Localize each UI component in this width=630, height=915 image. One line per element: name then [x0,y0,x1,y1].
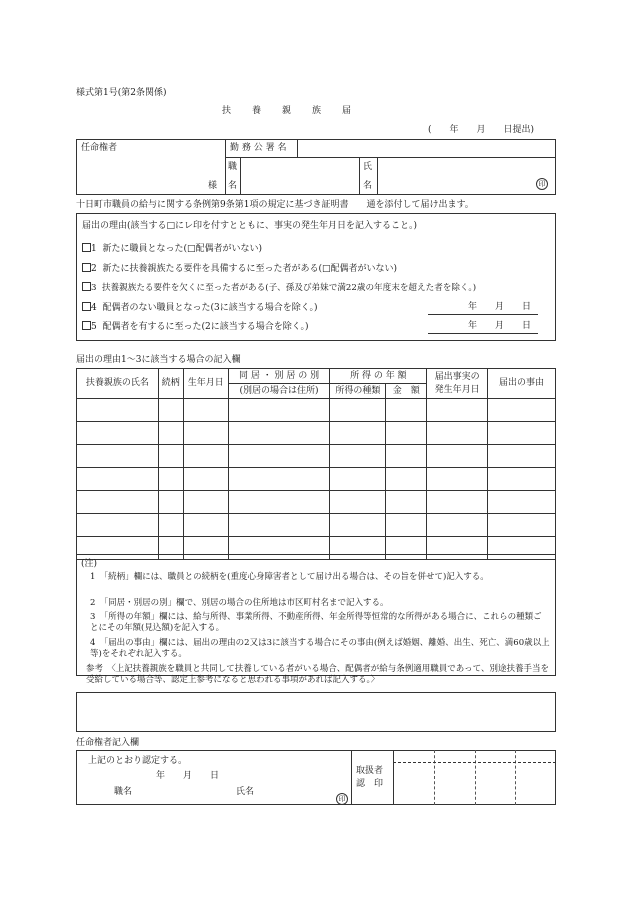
approver-job-label: 職名 [114,787,133,797]
reason-text: 新たに扶養親族たる要件を具備するに至った者がある(□配偶者がいない) [102,264,397,274]
appointer-label: 任命権者 [81,143,118,153]
note-4: 4 「届出の事由」欄には、届出の理由の2又は3に該当する場合にその事由(例えば婚姻、離婚、出生、死亡、満60歳以上等)をそれぞれ記入する。 [90,638,550,659]
col-occurrence: 届出事実の 発生年月日 [427,369,488,399]
table-row [77,514,556,537]
name-label-1: 氏 [363,162,373,172]
checkbox[interactable] [82,321,91,330]
table-caption: 届出の理由1～3に該当する場合の記入欄 [76,355,241,365]
date-submitted: ( 年 月 日提出) [428,125,535,135]
reference-box[interactable] [76,692,556,732]
reason-text: 扶養親族たる要件を欠くに至った者がある(子、孫及び弟妹で満22歳の年度末を超えた者を除く。) [101,283,477,293]
name-label-2: 名 [363,181,373,191]
appointer-caption: 任命権者記入欄 [76,738,140,748]
handler-label-2: 認 印 [356,779,384,789]
col-reason: 届出の事由 [488,369,556,399]
note-1: 1 「続柄」欄には、職員との続柄を(重度心身障害者として届け出る場合は、その旨を併せて)記入する。 [90,572,489,582]
col-income-amount: 金 額 [386,384,427,399]
reason-num: 2 [91,264,97,274]
sama-label: 様 [208,181,218,191]
table-row [77,491,556,514]
reason-num: 3 [91,283,97,293]
applicant-box [76,139,556,195]
approval-text: 上記のとおり認定する。 [88,756,188,766]
table-row [77,422,556,445]
reason-text: 配偶者を有するに至った(2に該当する場合を除く。) [102,322,309,332]
notes-title: (注) [81,559,98,569]
note-2: 2 「同居・別居の別」欄で、別居の場合の住所地は市区町村名まで記入する。 [90,598,389,608]
col-birth: 生年月日 [183,369,228,399]
job-label-2: 名 [228,181,238,191]
col-residence: 同 居 ・ 別 居 の 別 [228,369,330,384]
reason-num: 5 [91,322,97,332]
dependents-table [76,368,556,560]
col-name: 扶養親族の氏名 [77,369,159,399]
reason-4-date-line [428,314,538,315]
office-label: 勤 務 公 署 名 [230,143,287,153]
col-relation: 続柄 [158,369,183,399]
table-row [77,445,556,468]
reasons-heading: 届出の理由(該当する□にレ印を付すとともに、事実の発生年月日を記入すること。) [82,221,418,231]
reason-text: 配偶者のない職員となった(3に該当する場合を除く。) [102,303,318,313]
approver-seal-mark: 印 [336,793,348,805]
intro-text: 十日町市職員の給与に関する条例第9条第1項の規定に基づき証明書 通を添付して届け出ます。 [76,200,474,210]
reason-item-3[interactable] [82,282,476,293]
seal-mark: 印 [536,178,548,190]
reason-item-5[interactable] [82,321,309,333]
reason-text: 新たに職員となった(□配偶者がいない) [102,244,262,254]
form-title: 扶 養 親 族 届 [222,106,353,116]
col-income-type: 所得の種類 [330,384,386,399]
col-income: 所 得 の 年 額 [330,369,427,384]
handler-label-1: 取扱者 [356,766,384,776]
reason-item-1[interactable] [82,243,262,255]
approval-date: 年 月 日 [156,771,220,781]
note-3: 3 「所得の年額」欄には、給与所得、事業所得、不動産所得、年金所得等恒常的な所得がある場合に、これらの種類ごとにその年額(見込額)を記入する。 [90,612,542,633]
reason-5-date-line [428,333,538,334]
approver-name-label: 氏名 [236,787,255,797]
reference-note: 参考 〈上記扶養親族を職員と共同して扶養している者がいる場合、配偶者が給与条例適用職員であって、別途扶養手当を受給している場合等、認定上参考になると思われる事項があれば記入する。〉 [86,664,550,685]
reason-4-date: 年 月 日 [468,302,532,312]
table-row [77,399,556,422]
job-label-1: 職 [228,162,238,172]
col-residence-sub: (別居の場合は住所) [228,384,330,399]
reason-num: 4 [91,303,97,313]
checkbox[interactable] [82,243,91,252]
checkbox[interactable] [82,302,91,311]
reason-5-date: 年 月 日 [468,321,532,331]
reason-num: 1 [91,244,97,254]
reason-item-2[interactable] [82,263,397,275]
reason-item-4[interactable] [82,302,318,314]
form-number: 様式第1号(第2条関係) [76,88,167,98]
checkbox[interactable] [82,282,91,291]
table-row [77,468,556,491]
checkbox[interactable] [82,263,91,272]
